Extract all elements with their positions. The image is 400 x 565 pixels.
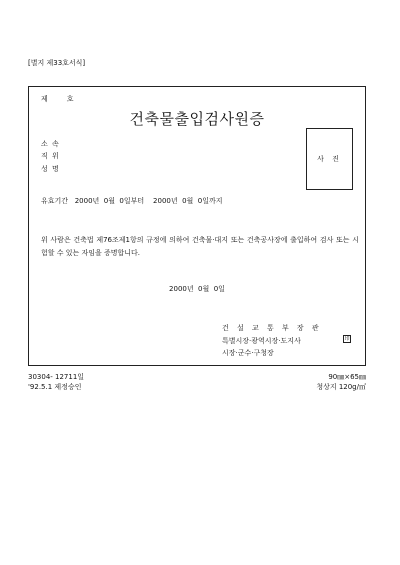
certification-text: 위 사람은 건축법 제76조제1항의 규정에 의하여 건축물·대지 또는 건축공사장에 출입하여 검사 또는 시험할 수 있는 자임을 증명합니다. bbox=[41, 236, 359, 257]
form-label: [별지 제33호서식] bbox=[28, 59, 86, 67]
form-code: 30304- 12711일 bbox=[28, 373, 85, 381]
card-title: 건축물출입검사원증 bbox=[129, 110, 265, 128]
issuer-mayor: 시장·군수·구청장 bbox=[222, 349, 274, 357]
document-number-suffix: 호 bbox=[66, 95, 75, 103]
seal-mark: 印 bbox=[344, 336, 350, 342]
field-affiliation: 소 속 bbox=[41, 140, 60, 148]
approval-date: '92.5.1 제정승인 bbox=[28, 383, 82, 391]
document-number-prefix: 제 bbox=[41, 95, 49, 103]
photo-box bbox=[306, 128, 353, 190]
paper-spec: 청상지 120g/㎡ bbox=[316, 383, 366, 391]
issuer-governor: 특별시장·광역시장·도지사 bbox=[222, 337, 301, 345]
issue-date: 2000년 0월 0일 bbox=[169, 285, 225, 293]
field-position: 직 위 bbox=[41, 152, 60, 160]
card-size: 90㎜×65㎜ bbox=[328, 373, 366, 381]
document-number bbox=[41, 94, 75, 104]
photo-label: 사 진 bbox=[317, 155, 342, 163]
validity-period: 유효기간 2000년 0월 0일부터 2000년 0월 0일까지 bbox=[41, 197, 223, 205]
inspector-id-card bbox=[28, 86, 366, 366]
issuer-ministry: 건 설 교 통 부 장 관 bbox=[222, 324, 322, 332]
field-name: 성 명 bbox=[41, 165, 60, 173]
